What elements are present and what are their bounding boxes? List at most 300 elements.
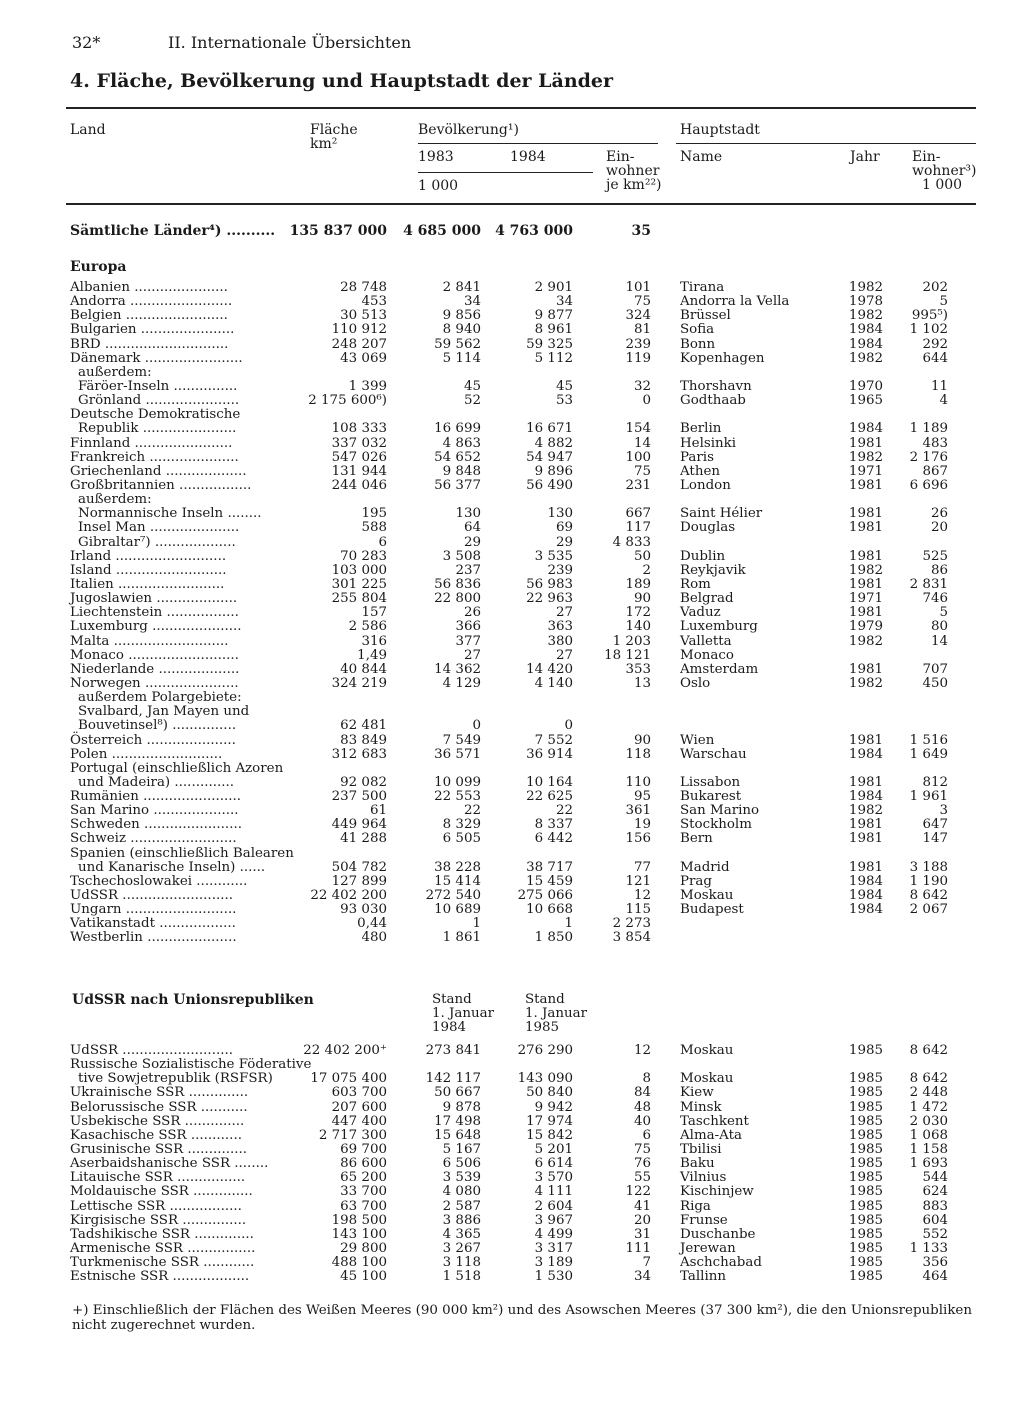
population-second: 3 570 (534, 1170, 573, 1186)
table-row (0, 366, 1024, 380)
population-first: 5 167 (442, 1141, 481, 1157)
capital-year: 1984 (848, 873, 883, 889)
table-row (0, 875, 1024, 889)
area-km2: 45 100 (340, 1269, 387, 1285)
country-name: Andorra ........................ (70, 294, 233, 310)
capital-inhabitants: 2 448 (909, 1085, 948, 1101)
ussr-heading: UdSSR nach Unionsrepubliken (72, 992, 314, 1008)
table-row (0, 479, 1024, 493)
population-first: 10 099 (434, 774, 481, 790)
col-header-km2: km² (310, 136, 338, 152)
table-row (0, 1101, 1024, 1115)
population-first: 56 836 (434, 576, 481, 592)
capital-inhabitants: 1 961 (909, 789, 948, 805)
area-km2: 41 288 (340, 831, 387, 847)
country-name: Österreich ..................... (70, 732, 236, 748)
capital-name: Moskau (680, 1043, 734, 1058)
population-second: 36 914 (526, 746, 573, 762)
capital-year: 1981 (848, 605, 883, 621)
table-row (0, 1214, 1024, 1228)
area-km2: 70 283 (340, 548, 387, 564)
capital-year: 1982 (848, 633, 883, 649)
area-km2: 157 (361, 605, 387, 621)
capital-name: Amsterdam (680, 661, 759, 677)
population-second: 56 490 (526, 477, 573, 493)
capital-inhabitants: 2 176 (909, 449, 948, 465)
total-area: 135 837 000 (289, 223, 387, 239)
capital-inhabitants: 1 133 (909, 1240, 948, 1256)
area-km2: 69 700 (340, 1141, 387, 1157)
years-underline (418, 172, 593, 173)
population-first: 22 800 (434, 591, 481, 607)
page-number: 32* (72, 33, 101, 52)
table-row (0, 1185, 1024, 1199)
capital-inhabitants: 8 642 (909, 1043, 948, 1058)
capital-inhabitants: 552 (922, 1226, 948, 1242)
col-header-thousand: 1 000 (418, 178, 459, 194)
density: 115 (625, 902, 651, 918)
country-name: Gibraltar⁷) ................... (78, 534, 236, 550)
capital-inhabitants: 483 (922, 435, 948, 451)
table-row (0, 1242, 1024, 1256)
population-second: 3 967 (534, 1212, 573, 1228)
population-second: 363 (547, 619, 573, 635)
area-km2: 504 782 (331, 859, 387, 875)
density: 40 (633, 1113, 651, 1129)
capital-name: Duschanbe (680, 1226, 756, 1242)
capital-year: 1982 (848, 675, 883, 691)
capital-year: 1985 (848, 1085, 883, 1101)
density: 18 121 (604, 647, 651, 663)
density: 111 (625, 1240, 651, 1256)
area-km2: 488 100 (331, 1255, 387, 1271)
table-row (0, 493, 1024, 507)
col-header-hauptstadt: Hauptstadt (680, 122, 760, 138)
population-first: 26 (463, 605, 481, 621)
stand-b-line-3: 1985 (525, 1020, 560, 1036)
density: 231 (625, 477, 651, 493)
capital-inhabitants: 5 (939, 294, 948, 310)
population-first: 52 (463, 393, 481, 409)
capital-inhabitants: 450 (922, 675, 948, 691)
population-first: 22 553 (434, 789, 481, 805)
capital-year: 1981 (848, 435, 883, 451)
header-top-rule (66, 107, 976, 109)
capital-name: Warschau (680, 746, 747, 762)
area-km2: 195 (361, 506, 387, 522)
total-density: 35 (631, 223, 651, 239)
area-km2: 62 481 (340, 718, 387, 734)
population-second: 9 942 (534, 1099, 573, 1115)
capital-name: Baku (680, 1156, 715, 1172)
capital-inhabitants: 8 642 (909, 1071, 948, 1087)
capital-inhabitants: 867 (922, 463, 948, 479)
population-first: 59 562 (434, 336, 481, 352)
country-name: Kasachische SSR ............ (70, 1127, 242, 1143)
country-name: Niederlande ................... (70, 661, 240, 677)
density: 119 (625, 350, 651, 366)
country-name: Finnland ....................... (70, 435, 233, 451)
area-km2: 131 944 (331, 463, 387, 479)
population-first: 3 886 (442, 1212, 481, 1228)
capital-name: Kopenhagen (680, 350, 765, 366)
population-second: 50 840 (526, 1085, 573, 1101)
population-first: 34 (463, 294, 481, 310)
table-row (0, 1086, 1024, 1100)
country-name: außerdem Polargebiete: (78, 690, 242, 706)
hauptstadt-underline (676, 143, 976, 144)
footnote-line-1: +) Einschließlich der Flächen des Weißen Meeres (90 000 km²) und des Asowschen Meeres (37 300 km²), die den Unionsrepubliken (72, 1303, 972, 1318)
population-second: 22 963 (526, 591, 573, 607)
density: 19 (633, 817, 651, 833)
population-second: 8 961 (534, 322, 573, 338)
density: 140 (625, 619, 651, 635)
table-row (0, 1058, 1024, 1072)
capital-year: 1981 (848, 661, 883, 677)
population-second: 3 535 (534, 548, 573, 564)
capital-year: 1984 (848, 902, 883, 918)
capital-name: Douglas (680, 520, 736, 536)
density: 13 (633, 675, 651, 691)
capital-name: Andorra la Vella (680, 294, 790, 310)
capital-year: 1981 (848, 817, 883, 833)
table-row (0, 705, 1024, 719)
population-second: 10 668 (526, 902, 573, 918)
population-first: 64 (463, 520, 481, 536)
table-row (0, 649, 1024, 663)
population-first: 9 878 (442, 1099, 481, 1115)
stand-a-line-2: 1. Januar (432, 1006, 495, 1022)
table-row (0, 1143, 1024, 1157)
capital-year: 1981 (848, 576, 883, 592)
capital-inhabitants: 2 831 (909, 576, 948, 592)
density: 122 (625, 1184, 651, 1200)
capital-inhabitants: 604 (922, 1212, 948, 1228)
stand-b (525, 993, 587, 1036)
capital-inhabitants: 147 (922, 831, 948, 847)
capital-name: Godthaab (680, 393, 746, 409)
country-name: Großbritannien ................. (70, 477, 252, 493)
capital-name: Taschkent (680, 1113, 749, 1129)
country-name: Monaco .......................... (70, 647, 239, 663)
capital-name: Vilnius (680, 1170, 727, 1186)
density: 31 (633, 1226, 651, 1242)
capital-year: 1985 (848, 1127, 883, 1143)
country-name: Schweden ....................... (70, 817, 242, 833)
density: 12 (633, 1043, 651, 1058)
population-first: 17 498 (434, 1113, 481, 1129)
population-second: 34 (555, 294, 573, 310)
population-first: 3 508 (442, 548, 481, 564)
capital-name: Brüssel (680, 308, 731, 324)
capital-inhabitants: 5 (939, 605, 948, 621)
capital-inhabitants: 202 (922, 280, 948, 295)
capital-year: 1982 (848, 449, 883, 465)
total-pop-1983: 4 685 000 (403, 223, 481, 239)
footnote-line-2: nicht zugerechnet wurden. (72, 1318, 256, 1333)
density: 34 (633, 1269, 651, 1285)
population-first: 142 117 (425, 1071, 481, 1087)
area-km2: 61 (369, 803, 387, 819)
density: 361 (625, 803, 651, 819)
density: 0 (642, 393, 651, 409)
capital-name: Alma-Ata (680, 1127, 742, 1143)
table-row (0, 776, 1024, 790)
population-second: 59 325 (526, 336, 573, 352)
country-name: Grusinische SSR .............. (70, 1141, 248, 1157)
table-row (0, 352, 1024, 366)
capital-name: Sofia (680, 322, 715, 338)
population-first: 9 856 (442, 308, 481, 324)
country-name: Irland .......................... (70, 548, 227, 564)
capital-inhabitants: 812 (922, 774, 948, 790)
capital-inhabitants: 525 (922, 548, 948, 564)
capital-year: 1971 (848, 463, 883, 479)
capital-year: 1985 (848, 1141, 883, 1157)
col-header-hs-thousand: 1 000 (922, 177, 963, 193)
capital-year: 1981 (848, 506, 883, 522)
country-name: Liechtenstein ................. (70, 605, 239, 621)
area-km2: 324 219 (331, 675, 387, 691)
population-second: 7 552 (534, 732, 573, 748)
table-row (0, 295, 1024, 309)
capital-name: Vaduz (680, 605, 721, 621)
table-row (0, 465, 1024, 479)
table-row (0, 635, 1024, 649)
capital-inhabitants: 1 158 (909, 1141, 948, 1157)
capital-inhabitants: 2 067 (909, 902, 948, 918)
capital-year: 1985 (848, 1099, 883, 1115)
capital-year: 1985 (848, 1212, 883, 1228)
capital-year: 1984 (848, 336, 883, 352)
country-name: Estnische SSR .................. (70, 1269, 250, 1285)
country-name: Belgien ........................ (70, 308, 228, 324)
capital-name: London (680, 477, 731, 493)
capital-year: 1981 (848, 732, 883, 748)
population-first: 22 (463, 803, 481, 819)
population-second: 54 947 (526, 449, 573, 465)
area-km2: 248 207 (331, 336, 387, 352)
capital-inhabitants: 4 (939, 393, 948, 409)
table-row (0, 578, 1024, 592)
capital-year: 1981 (848, 548, 883, 564)
capital-name: Tirana (680, 280, 725, 295)
country-name: Ukrainische SSR .............. (70, 1085, 249, 1101)
density: 95 (633, 789, 651, 805)
density: 75 (633, 294, 651, 310)
table-row (0, 1129, 1024, 1143)
population-first: 10 689 (434, 902, 481, 918)
density: 239 (625, 336, 651, 352)
table-row (0, 931, 1024, 945)
total-land: Sämtliche Länder⁴) .......... (70, 223, 276, 239)
population-second: 22 (555, 803, 573, 819)
population-second: 15 842 (526, 1127, 573, 1143)
area-km2: 93 030 (340, 902, 387, 918)
population-second: 143 090 (517, 1071, 573, 1087)
capital-name: Aschchabad (680, 1255, 762, 1271)
capital-inhabitants: 624 (922, 1184, 948, 1200)
population-second: 1 (564, 916, 573, 932)
population-second: 1 850 (534, 930, 573, 946)
area-km2: 103 000 (331, 562, 387, 578)
density: 1 203 (612, 633, 651, 649)
capital-name: Bukarest (680, 789, 742, 805)
population-second: 130 (547, 506, 573, 522)
country-name: Litauische SSR ................ (70, 1170, 246, 1186)
capital-name: Helsinki (680, 435, 737, 451)
table-row (0, 550, 1024, 564)
capital-name: Wien (680, 732, 715, 748)
table-row (0, 451, 1024, 465)
density: 3 854 (612, 930, 651, 946)
population-second: 22 625 (526, 789, 573, 805)
population-second: 0 (564, 718, 573, 734)
capital-year: 1970 (848, 378, 883, 394)
population-second: 16 671 (526, 421, 573, 437)
density: 90 (633, 732, 651, 748)
capital-inhabitants: 8 642 (909, 888, 948, 904)
country-name: Jugoslawien ................... (70, 591, 238, 607)
capital-inhabitants: 2 030 (909, 1113, 948, 1129)
capital-name: Monaco (680, 647, 734, 663)
population-second: 9 877 (534, 308, 573, 324)
area-km2: 40 844 (340, 661, 387, 677)
capital-name: Saint Hélier (680, 506, 763, 522)
country-name: und Kanarische Inseln) ...... (78, 859, 266, 875)
population-first: 366 (455, 619, 481, 635)
table-row (0, 1256, 1024, 1270)
capital-year: 1985 (848, 1226, 883, 1242)
country-name: Tschechoslowakei ............ (70, 873, 248, 889)
col-header-land: Land (70, 122, 106, 138)
capital-name: Paris (680, 449, 714, 465)
capital-inhabitants: 3 188 (909, 859, 948, 875)
capital-name: Berlin (680, 421, 722, 437)
area-km2: 1,49 (357, 647, 387, 663)
population-first: 54 652 (434, 449, 481, 465)
country-name: Normannische Inseln ........ (78, 506, 262, 522)
capital-year: 1984 (848, 746, 883, 762)
population-second: 8 337 (534, 817, 573, 833)
capital-inhabitants: 746 (922, 591, 948, 607)
table-row (0, 1228, 1024, 1242)
density: 101 (625, 280, 651, 295)
capital-name: Lissabon (680, 774, 741, 790)
capital-inhabitants: 644 (922, 350, 948, 366)
table-row (0, 917, 1024, 931)
capital-year: 1985 (848, 1170, 883, 1186)
capital-name: Thorshavn (680, 378, 752, 394)
table-row (0, 903, 1024, 917)
population-second: 53 (555, 393, 573, 409)
population-second: 6 442 (534, 831, 573, 847)
density: 667 (625, 506, 651, 522)
col-header-einw-3: je km²²) (606, 177, 662, 193)
country-name: und Madeira) .............. (78, 774, 235, 790)
capital-inhabitants: 1 472 (909, 1099, 948, 1115)
area-km2: 255 804 (331, 591, 387, 607)
country-name: Usbekische SSR .............. (70, 1113, 245, 1129)
country-name: Luxemburg ..................... (70, 619, 242, 635)
stand-b-line-2: 1. Januar (525, 1006, 588, 1022)
country-name: Frankreich ..................... (70, 449, 239, 465)
population-first: 272 540 (425, 888, 481, 904)
area-km2: 92 082 (340, 774, 387, 790)
capital-year: 1985 (848, 1184, 883, 1200)
area-km2: 547 026 (331, 449, 387, 465)
density: 324 (625, 308, 651, 324)
population-second: 45 (555, 378, 573, 394)
population-first: 273 841 (425, 1043, 481, 1058)
population-first: 2 841 (442, 280, 481, 295)
area-km2: 22 402 200⁺ (303, 1043, 387, 1058)
table-row (0, 1171, 1024, 1185)
capital-name: Budapest (680, 902, 744, 918)
area-km2: 603 700 (331, 1085, 387, 1101)
area-km2: 30 513 (340, 308, 387, 324)
table-row (0, 847, 1024, 861)
population-second: 17 974 (526, 1113, 573, 1129)
capital-year: 1985 (848, 1156, 883, 1172)
table-row (0, 762, 1024, 776)
population-first: 29 (463, 534, 481, 550)
density: 90 (633, 591, 651, 607)
area-km2: 207 600 (331, 1099, 387, 1115)
country-name: Färöer-Inseln ............... (78, 378, 238, 394)
density: 110 (625, 774, 651, 790)
table-row (0, 394, 1024, 408)
capital-inhabitants: 1 189 (909, 421, 948, 437)
capital-inhabitants: 11 (930, 378, 948, 394)
country-name: Portugal (einschließlich Azoren (70, 760, 284, 776)
area-km2: 17 075 400 (310, 1071, 387, 1087)
area-km2: 86 600 (340, 1156, 387, 1172)
table-row (0, 748, 1024, 762)
table-row (0, 818, 1024, 832)
density: 2 273 (612, 916, 651, 932)
table-row (0, 521, 1024, 535)
page-title: 4. Fläche, Bevölkerung und Hauptstadt der Länder (70, 70, 614, 92)
population-first: 14 362 (434, 661, 481, 677)
table-row (0, 408, 1024, 422)
density: 20 (633, 1212, 651, 1228)
country-name: BRD ............................. (70, 336, 229, 352)
footnote (72, 1303, 972, 1333)
population-second: 4 140 (534, 675, 573, 691)
capital-year: 1984 (848, 421, 883, 437)
country-name: Dänemark ....................... (70, 350, 243, 366)
capital-year: 1985 (848, 1071, 883, 1087)
capital-inhabitants: 1 516 (909, 732, 948, 748)
capital-year: 1971 (848, 591, 883, 607)
capital-year: 1979 (848, 619, 883, 635)
area-km2: 237 500 (331, 789, 387, 805)
capital-inhabitants: 6 696 (909, 477, 948, 493)
area-km2: 2 586 (348, 619, 387, 635)
country-name: Russische Sozialistische Föderative (70, 1057, 312, 1073)
header-bottom-rule (66, 203, 976, 205)
table-row (0, 1072, 1024, 1086)
area-km2: 110 912 (331, 322, 387, 338)
density: 117 (625, 520, 651, 536)
capital-inhabitants: 707 (922, 661, 948, 677)
europe-table (0, 281, 1024, 946)
area-km2: 337 032 (331, 435, 387, 451)
population-second: 69 (555, 520, 573, 536)
population-second: 27 (555, 647, 573, 663)
population-first: 3 267 (442, 1240, 481, 1256)
